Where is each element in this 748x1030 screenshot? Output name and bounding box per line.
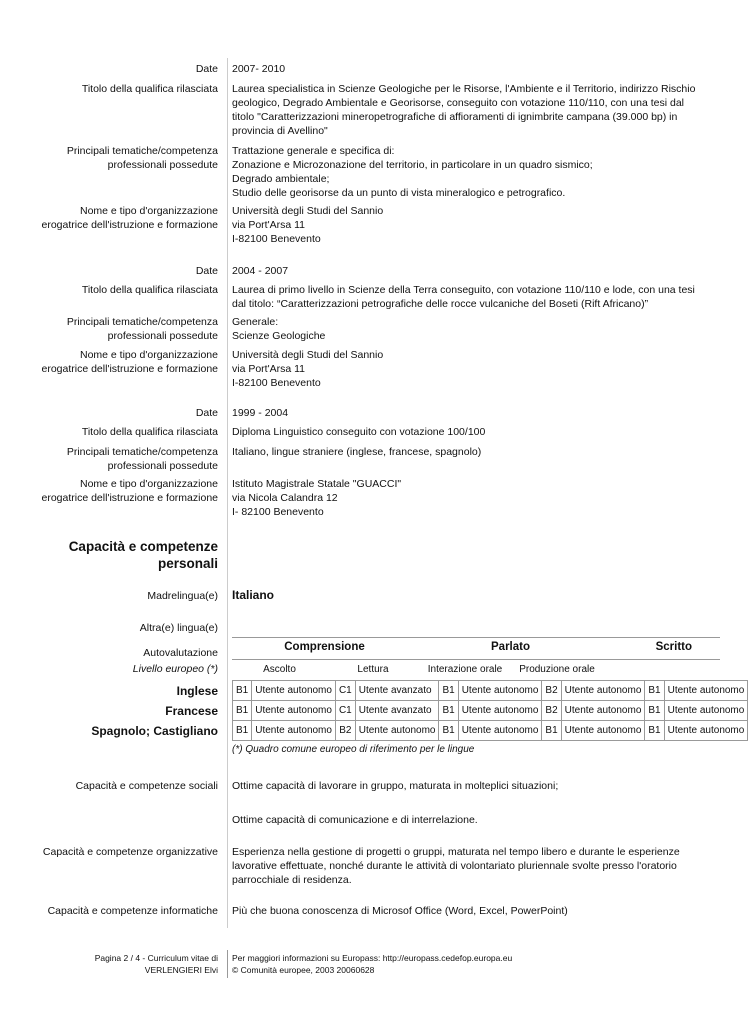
organizational-skills-value bbox=[232, 845, 702, 887]
text-line: Principali tematiche/competenza bbox=[66, 446, 218, 458]
text-line: titolo "Caratterizzazioni mineropetrografiche di affioramenti di ignimbrite campana (39.000 bp) in bbox=[232, 111, 678, 123]
text-line: parrocchiale di residenza. bbox=[232, 874, 352, 886]
level-code-cell: B1 bbox=[233, 701, 252, 721]
qualification-value bbox=[232, 425, 702, 439]
column-divider bbox=[227, 58, 228, 928]
topics-label bbox=[40, 144, 218, 172]
social-skills-label: Capacità e competenze sociali bbox=[75, 780, 218, 792]
social-skills-value-2: Ottime capacità di comunicazione e di interrelazione. bbox=[232, 814, 478, 826]
footer-left bbox=[40, 952, 218, 976]
qualification-value bbox=[232, 283, 702, 311]
text-line: Diploma Linguistico conseguito con votazione 100/100 bbox=[232, 426, 486, 438]
text-line: Per maggiori informazioni su Europass: http://europass.cedefop.europa.eu bbox=[232, 953, 513, 963]
text-line: Scienze Geologiche bbox=[232, 330, 326, 342]
qualification-label: Titolo della qualifica rilasciata bbox=[81, 426, 218, 438]
organization-label bbox=[40, 477, 218, 505]
mother-tongue-label: Madrelingua(e) bbox=[147, 590, 218, 602]
level-code-cell: B1 bbox=[233, 721, 252, 741]
text-line: I-82100 Benevento bbox=[232, 377, 321, 389]
text-line: Laurea di primo livello in Scienze della Terra conseguito, con votazione 110/110 e lode, con una tesi bbox=[232, 284, 695, 296]
text-line: erogatrice dell'istruzione e formazione bbox=[41, 363, 218, 375]
computer-skills-value: Più che buona conoscenza di Microsof Office (Word, Excel, PowerPoint) bbox=[232, 905, 568, 917]
text-line: via Port'Arsa 11 bbox=[232, 219, 306, 231]
text-line: provincia di Avellino" bbox=[232, 125, 328, 137]
level-description-cell: Utente autonomo bbox=[561, 721, 645, 741]
topics-label bbox=[40, 315, 218, 343]
text-line: via Nicola Calandra 12 bbox=[232, 492, 338, 504]
ascolto-subheader: Ascolto bbox=[263, 664, 296, 675]
level-description-cell: Utente autonomo bbox=[458, 681, 542, 701]
topics-value bbox=[232, 315, 702, 343]
text-line: Italiano, lingue straniere (inglese, francese, spagnolo) bbox=[232, 446, 482, 458]
text-line: Principali tematiche/competenza bbox=[66, 316, 218, 328]
text-line: Studio delle georisorse da un punto di vista mineralogico e petrografico. bbox=[232, 187, 566, 199]
level-code-cell: C1 bbox=[335, 701, 355, 721]
text-line: dal titolo: “Caratterizzazioni petrografiche delle rocce vulcaniche del Boseti (Rift Africano)” bbox=[232, 298, 649, 310]
level-description-cell: Utente autonomo bbox=[252, 681, 336, 701]
level-code-cell: B1 bbox=[439, 681, 458, 701]
text-line: professionali possedute bbox=[107, 460, 218, 472]
table-row bbox=[233, 681, 748, 701]
level-code-cell: B1 bbox=[233, 681, 252, 701]
cefr-footnote: (*) Quadro comune europeo di riferimento per le lingue bbox=[232, 744, 475, 755]
level-code-cell: B1 bbox=[439, 721, 458, 741]
mother-tongue-value: Italiano bbox=[232, 588, 275, 602]
text-line: I- 82100 Benevento bbox=[232, 506, 324, 518]
qualification-label: Titolo della qualifica rilasciata bbox=[81, 83, 218, 95]
text-line: erogatrice dell'istruzione e formazione bbox=[41, 219, 218, 231]
text-line: Capacità e competenze bbox=[68, 539, 218, 554]
european-level-label: Livello europeo (*) bbox=[132, 663, 218, 675]
level-description-cell: Utente autonomo bbox=[664, 681, 748, 701]
interazione-subheader: Interazione orale bbox=[427, 664, 503, 675]
text-line: lavorative effettuate, nonché durante le attività di volontariato pluriennale svolte presso l'oratorio bbox=[232, 860, 677, 872]
text-line: Zonazione e Microzonazione del territorio, in particolare in un quadro sismico; bbox=[232, 159, 593, 171]
level-code-cell: B1 bbox=[439, 701, 458, 721]
text-line: Trattazione generale e specifica di: bbox=[232, 145, 395, 157]
parlato-header: Parlato bbox=[491, 641, 530, 653]
level-description-cell: Utente avanzato bbox=[355, 681, 439, 701]
text-line: Laurea specialistica in Scienze Geologiche per le Risorse, l'Ambiente e il Territorio, indirizzo Rischio bbox=[232, 83, 696, 95]
language-levels-table bbox=[232, 680, 748, 741]
topics-value bbox=[232, 144, 702, 200]
text-line: erogatrice dell'istruzione e formazione bbox=[41, 492, 218, 504]
level-description-cell: Utente avanzato bbox=[355, 701, 439, 721]
date-value: 1999 - 2004 bbox=[232, 407, 289, 419]
topics-value bbox=[232, 445, 702, 459]
social-skills-value-1: Ottime capacità di lavorare in gruppo, maturata in molteplici situazioni; bbox=[232, 780, 559, 792]
text-line: Pagina 2 / 4 - Curriculum vitae di bbox=[94, 953, 218, 963]
organization-label bbox=[40, 204, 218, 232]
organization-value bbox=[232, 348, 702, 390]
organization-value bbox=[232, 477, 702, 519]
text-line: Nome e tipo d'organizzazione bbox=[79, 478, 218, 490]
date-label: Date bbox=[195, 63, 218, 75]
level-code-cell: B1 bbox=[645, 681, 664, 701]
language-name-inglese: Inglese bbox=[176, 684, 218, 698]
qualification-value bbox=[232, 82, 702, 138]
level-description-cell: Utente autonomo bbox=[458, 721, 542, 741]
date-value: 2004 - 2007 bbox=[232, 265, 289, 277]
qualification-label: Titolo della qualifica rilasciata bbox=[81, 284, 218, 296]
text-line: personali bbox=[157, 556, 218, 571]
text-line: Nome e tipo d'organizzazione bbox=[79, 349, 218, 361]
self-assessment-label: Autovalutazione bbox=[143, 647, 218, 659]
text-line: geologico, Degrado Ambientale e Georisorse, conseguito con votazione 110/110, con una tesi dal bbox=[232, 97, 684, 109]
text-line: Degrado ambientale; bbox=[232, 173, 330, 185]
text-line: Università degli Studi del Sannio bbox=[232, 349, 384, 361]
level-description-cell: Utente autonomo bbox=[664, 721, 748, 741]
text-line: Istituto Magistrale Statale "GUACCI" bbox=[232, 478, 402, 490]
table-row bbox=[233, 721, 748, 741]
level-description-cell: Utente autonomo bbox=[561, 701, 645, 721]
table-row bbox=[233, 701, 748, 721]
date-value: 2007- 2010 bbox=[232, 63, 286, 75]
scritto-header: Scritto bbox=[655, 641, 692, 653]
level-description-cell: Utente autonomo bbox=[252, 701, 336, 721]
text-line: professionali possedute bbox=[107, 330, 218, 342]
level-code-cell: B2 bbox=[335, 721, 355, 741]
level-description-cell: Utente autonomo bbox=[252, 721, 336, 741]
text-line: Principali tematiche/competenza bbox=[66, 145, 218, 157]
level-code-cell: B1 bbox=[645, 721, 664, 741]
level-description-cell: Utente autonomo bbox=[355, 721, 439, 741]
level-code-cell: B1 bbox=[542, 721, 561, 741]
level-description-cell: Utente autonomo bbox=[664, 701, 748, 721]
text-line: via Port'Arsa 11 bbox=[232, 363, 306, 375]
footer-divider bbox=[227, 950, 228, 978]
table-top-line bbox=[232, 637, 720, 638]
topics-label bbox=[40, 445, 218, 473]
organizational-skills-label: Capacità e competenze organizzative bbox=[42, 846, 218, 858]
text-line: Esperienza nella gestione di progetti o gruppi, maturata nel tempo libero e durante le esperienze bbox=[232, 846, 680, 858]
level-code-cell: B1 bbox=[645, 701, 664, 721]
text-line: professionali possedute bbox=[107, 159, 218, 171]
footer-right bbox=[232, 952, 702, 976]
comprensione-header: Comprensione bbox=[284, 641, 365, 653]
level-code-cell: B2 bbox=[542, 701, 561, 721]
text-line: VERLENGIERI Elvi bbox=[144, 965, 218, 975]
organization-label bbox=[40, 348, 218, 376]
level-code-cell: B2 bbox=[542, 681, 561, 701]
personal-skills-heading bbox=[60, 538, 218, 572]
other-languages-label: Altra(e) lingua(e) bbox=[139, 622, 218, 634]
table-header-line bbox=[232, 659, 720, 660]
level-description-cell: Utente autonomo bbox=[561, 681, 645, 701]
text-line: © Comunità europee, 2003 20060628 bbox=[232, 965, 375, 975]
lettura-subheader: Lettura bbox=[357, 664, 389, 675]
level-description-cell: Utente autonomo bbox=[458, 701, 542, 721]
text-line: Generale: bbox=[232, 316, 279, 328]
text-line: I-82100 Benevento bbox=[232, 233, 321, 245]
date-label: Date bbox=[195, 265, 218, 277]
date-label: Date bbox=[195, 407, 218, 419]
computer-skills-label: Capacità e competenze informatiche bbox=[47, 905, 218, 917]
produzione-subheader: Produzione orale bbox=[519, 664, 595, 675]
language-name-francese: Francese bbox=[165, 704, 218, 718]
level-code-cell: C1 bbox=[335, 681, 355, 701]
language-name-spagnolo: Spagnolo; Castigliano bbox=[91, 724, 218, 738]
text-line: Nome e tipo d'organizzazione bbox=[79, 205, 218, 217]
organization-value bbox=[232, 204, 702, 246]
text-line: Università degli Studi del Sannio bbox=[232, 205, 384, 217]
